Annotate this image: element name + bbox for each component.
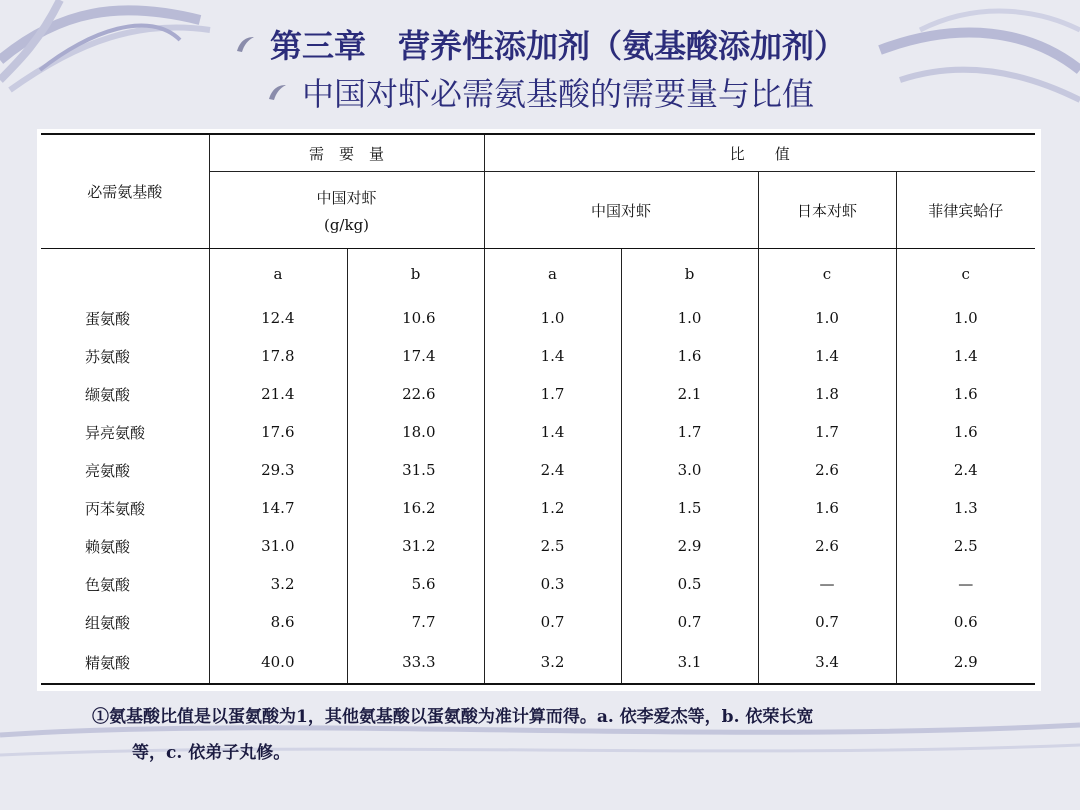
cell-ratio-a: 1.2 xyxy=(484,489,621,527)
cell-japanese-shrimp: 1.4 xyxy=(758,337,896,375)
sub-header-ph-c: c xyxy=(896,249,1035,300)
cell-ratio-a: 0.3 xyxy=(484,565,621,603)
cell-ratio-a: 1.4 xyxy=(484,337,621,375)
requirement-unit: (g/kg) xyxy=(323,215,370,234)
cell-req-a: 12.4 xyxy=(209,299,347,337)
cell-req-a: 31.0 xyxy=(209,527,347,565)
sub-header-req-a: a xyxy=(209,249,347,300)
table-row xyxy=(41,603,1035,641)
amino-acid-name: 异亮氨酸 xyxy=(85,423,146,442)
header-row-group xyxy=(41,134,1035,172)
cell-req-b: 5.6 xyxy=(347,565,484,603)
cell-ratio-b: 1.5 xyxy=(621,489,758,527)
cell-req-b: 17.4 xyxy=(347,337,484,375)
cell-req-a: 14.7 xyxy=(209,489,347,527)
sub-header-ratio-a: a xyxy=(484,249,621,300)
cell-req-b: 33.3 xyxy=(347,641,484,684)
cell-req-a: 29.3 xyxy=(209,451,347,489)
cell-japanese-shrimp: 1.7 xyxy=(758,413,896,451)
cell-req-a: 21.4 xyxy=(209,375,347,413)
cell-ratio-b: 0.5 xyxy=(621,565,758,603)
table-row xyxy=(41,641,1035,684)
cell-manila-clam: 1.0 xyxy=(896,299,1035,337)
requirement-species-header xyxy=(209,172,484,249)
amino-acid-table xyxy=(41,133,1035,685)
sub-header-blank xyxy=(41,249,209,300)
amino-acid-name: 缬氨酸 xyxy=(85,385,131,404)
cell-ratio-a: 1.0 xyxy=(484,299,621,337)
cell-ratio-b: 1.0 xyxy=(621,299,758,337)
cell-japanese-shrimp: 1.6 xyxy=(758,489,896,527)
cell-req-a: 17.6 xyxy=(209,413,347,451)
cell-manila-clam: 1.3 xyxy=(896,489,1035,527)
table-row xyxy=(41,565,1035,603)
table-row xyxy=(41,299,1035,337)
ratio-col-japanese-shrimp: 日本对虾 xyxy=(758,172,896,249)
amino-acid-table-card xyxy=(37,129,1041,691)
cell-req-b: 7.7 xyxy=(347,603,484,641)
cell-japanese-shrimp: 2.6 xyxy=(758,451,896,489)
sub-header-jp-c: c xyxy=(758,249,896,300)
cell-ratio-a: 2.4 xyxy=(484,451,621,489)
cell-ratio-b: 3.1 xyxy=(621,641,758,684)
cell-ratio-b: 1.6 xyxy=(621,337,758,375)
cell-ratio-a: 2.5 xyxy=(484,527,621,565)
table-row xyxy=(41,451,1035,489)
amino-acid-name: 赖氨酸 xyxy=(85,537,131,556)
cell-manila-clam: 2.5 xyxy=(896,527,1035,565)
cell-req-b: 10.6 xyxy=(347,299,484,337)
cell-req-b: 16.2 xyxy=(347,489,484,527)
amino-acid-name: 丙苯氨酸 xyxy=(85,499,146,518)
requirement-species-name: 中国对虾 xyxy=(316,188,377,207)
cell-japanese-shrimp: — xyxy=(758,565,896,603)
cell-ratio-b: 1.7 xyxy=(621,413,758,451)
cell-manila-clam: 0.6 xyxy=(896,603,1035,641)
amino-acid-name: 苏氨酸 xyxy=(85,347,131,366)
group-header-requirement: 需 要 量 xyxy=(209,134,484,172)
cell-japanese-shrimp: 1.0 xyxy=(758,299,896,337)
cell-manila-clam: 1.6 xyxy=(896,375,1035,413)
table-row xyxy=(41,413,1035,451)
cell-req-a: 40.0 xyxy=(209,641,347,684)
group-header-ratio: 比 值 xyxy=(484,134,1035,172)
table-row xyxy=(41,489,1035,527)
table-row xyxy=(41,375,1035,413)
row-header-label: 必需氨基酸 xyxy=(41,134,209,249)
cell-manila-clam: 1.6 xyxy=(896,413,1035,451)
cell-req-b: 22.6 xyxy=(347,375,484,413)
cell-manila-clam: 1.4 xyxy=(896,337,1035,375)
cell-req-b: 31.5 xyxy=(347,451,484,489)
ratio-col-chinese-shrimp: 中国对虾 xyxy=(484,172,758,249)
sub-header-row xyxy=(41,249,1035,300)
sub-header-ratio-b: b xyxy=(621,249,758,300)
cell-japanese-shrimp: 0.7 xyxy=(758,603,896,641)
cell-ratio-a: 3.2 xyxy=(484,641,621,684)
amino-acid-name: 蛋氨酸 xyxy=(85,309,131,328)
cell-ratio-b: 2.1 xyxy=(621,375,758,413)
cell-ratio-b: 3.0 xyxy=(621,451,758,489)
table-row xyxy=(41,527,1035,565)
cell-ratio-a: 1.4 xyxy=(484,413,621,451)
amino-acid-name: 色氨酸 xyxy=(85,575,131,594)
table-row xyxy=(41,337,1035,375)
ratio-col-manila-clam: 菲律宾蛤仔 xyxy=(896,172,1035,249)
cell-req-a: 3.2 xyxy=(209,565,347,603)
slide-title-text: 第三章 营养性添加剂（氨基酸添加剂） xyxy=(269,27,846,65)
cell-manila-clam: — xyxy=(896,565,1035,603)
cell-req-b: 31.2 xyxy=(347,527,484,565)
swirl-bullet-icon xyxy=(266,81,288,103)
slide-title xyxy=(0,22,1080,66)
footnote-line-2: 等，c. 依弟子丸修。 xyxy=(132,743,291,763)
cell-manila-clam: 2.9 xyxy=(896,641,1035,684)
cell-ratio-b: 0.7 xyxy=(621,603,758,641)
table-body xyxy=(41,299,1035,684)
sub-header-req-b: b xyxy=(347,249,484,300)
cell-japanese-shrimp: 3.4 xyxy=(758,641,896,684)
slide-subtitle xyxy=(0,70,1080,114)
cell-japanese-shrimp: 1.8 xyxy=(758,375,896,413)
cell-req-b: 18.0 xyxy=(347,413,484,451)
swirl-bullet-icon xyxy=(234,33,256,55)
footnote-line-1: ①氨基酸比值是以蛋氨酸为1，其他氨基酸以蛋氨酸为准计算而得。a. 依李爱杰等，b. 依荣长宽 xyxy=(92,707,814,727)
amino-acid-name: 精氨酸 xyxy=(41,641,209,684)
cell-japanese-shrimp: 2.6 xyxy=(758,527,896,565)
amino-acid-name: 亮氨酸 xyxy=(85,461,131,480)
cell-ratio-a: 0.7 xyxy=(484,603,621,641)
cell-req-a: 8.6 xyxy=(209,603,347,641)
table-footnote xyxy=(92,699,1012,771)
cell-req-a: 17.8 xyxy=(209,337,347,375)
cell-ratio-a: 1.7 xyxy=(484,375,621,413)
slide-subtitle-text: 中国对虾必需氨基酸的需要量与比值 xyxy=(301,75,814,113)
amino-acid-name: 组氨酸 xyxy=(85,613,131,632)
cell-manila-clam: 2.4 xyxy=(896,451,1035,489)
cell-ratio-b: 2.9 xyxy=(621,527,758,565)
